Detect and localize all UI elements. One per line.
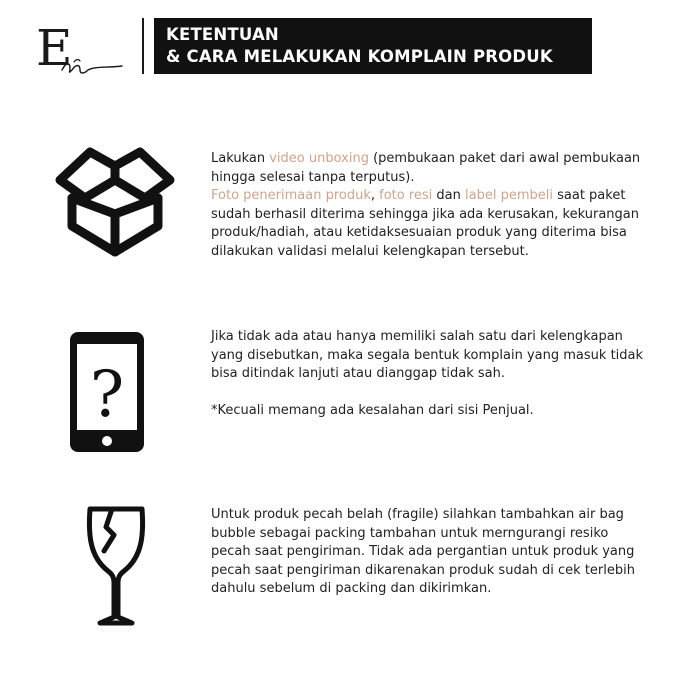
logo-script-icon (60, 56, 126, 78)
header-divider (142, 18, 144, 74)
highlight-foto-penerimaan: Foto penerimaan produk (211, 188, 371, 203)
section-unboxing-text (211, 150, 651, 261)
phone-question-icon (68, 330, 146, 454)
logo-letter: E (36, 19, 73, 77)
section-requirement-text (211, 328, 651, 420)
highlight-label-pembeli: label pembeli (465, 188, 553, 203)
text-run: Lakukan (211, 151, 270, 166)
text-run: dan (432, 188, 466, 203)
seller-exception-note: *Kecuali memang ada kesalahan dari sisi Penjual. (211, 402, 534, 418)
photo-paragraph (211, 187, 651, 261)
brand-logo (30, 18, 130, 80)
requirement-paragraph: Jika tidak ada atau hanya memiliki salah satu dari kelengkapan yang disebutkan, maka segala bentuk komplain yang masuk tidak bisa ditindak lanjuti atau dianggap tidak sah. (211, 329, 644, 381)
text-run: (pembukaan paket dari awal pembukaan hingga selesai tanpa terputus). (211, 151, 641, 185)
text-run: , (370, 188, 380, 203)
unboxing-paragraph (211, 150, 651, 187)
fragile-paragraph: Untuk produk pecah belah (fragile) silahkan tambahkan air bag bubble sebagai packing tambahan untuk merngurangi resiko pecah saat pengiriman. Tidak ada pergantian untuk produk yang pecah saat pengiriman dikarenakan produk sudah di cek terlebih dahulu sebelum di packing dan dikirimkan. (211, 507, 635, 596)
highlight-foto-resi: foto resi (379, 188, 433, 203)
section-fragile-text (211, 506, 651, 599)
header-title-line1: KETENTUAN (166, 25, 279, 44)
highlight-video-unboxing: video unboxing (269, 151, 369, 166)
svg-text:?: ? (89, 358, 125, 432)
open-box-icon (50, 140, 180, 260)
broken-glass-icon (84, 505, 148, 629)
header-title-line2: & CARA MELAKUKAN KOMPLAIN PRODUK (166, 47, 553, 66)
header-title-box (154, 18, 592, 74)
text-run: saat paket sudah berhasil diterima sehingga jika ada kerusakan, kekurangan produk/hadiah, atau ketidaksesuaian produk yang diterima bisa dilakukan validasi melalui kelengkapan tersebut. (211, 188, 639, 259)
